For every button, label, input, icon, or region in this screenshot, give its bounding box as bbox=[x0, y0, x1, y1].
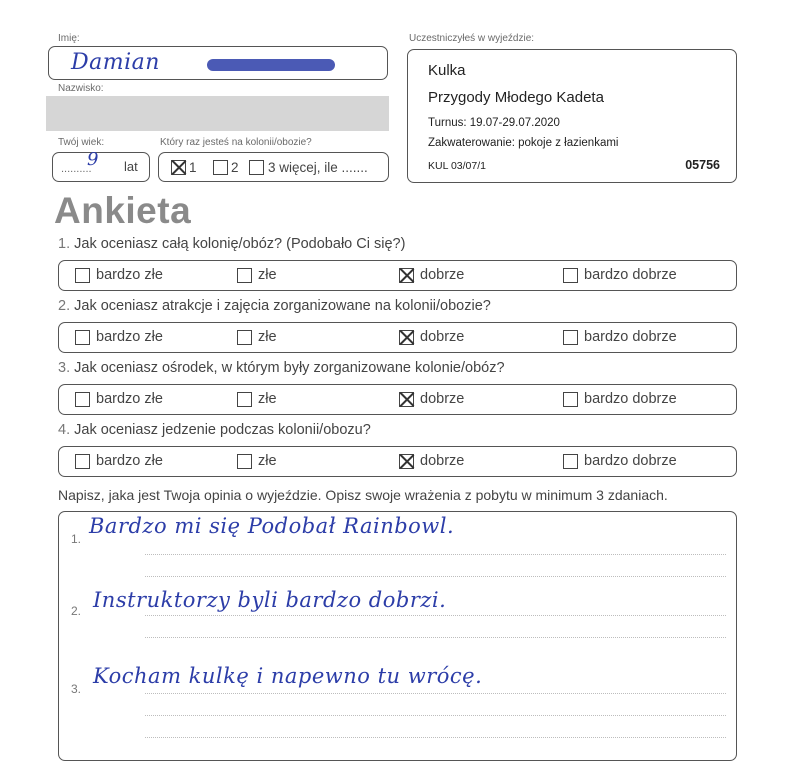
survey-title: Ankieta bbox=[54, 190, 192, 231]
opinion-prompt: Napisz, jaka jest Twoja opinia o wyjeździe. Opisz swoje wrażenia z pobytu w minimum 3 zdaniach. bbox=[58, 487, 668, 503]
trip-accommodation: Zakwaterowanie: pokoje z łazienkami bbox=[428, 137, 619, 149]
answer-line bbox=[145, 615, 726, 616]
age-unit: lat bbox=[124, 159, 138, 174]
checkbox-icon bbox=[563, 392, 578, 407]
q1-option-bardzo-zle[interactable]: bardzo złe bbox=[75, 267, 163, 283]
q1-option-dobrze[interactable]: dobrze bbox=[399, 267, 464, 283]
question-2-options bbox=[58, 322, 737, 353]
checkbox-icon bbox=[237, 392, 252, 407]
age-dots: .......... bbox=[61, 163, 92, 175]
trip-box bbox=[407, 49, 737, 183]
checkbox-icon bbox=[75, 392, 90, 407]
name-field[interactable] bbox=[48, 46, 388, 80]
checkbox-icon bbox=[563, 454, 578, 469]
times-option-3[interactable]: 3 więcej, ile ....... bbox=[249, 160, 368, 175]
name-value: Damian bbox=[71, 50, 160, 75]
checkbox-icon bbox=[75, 330, 90, 345]
checkbox-icon bbox=[249, 160, 264, 175]
checkbox-icon bbox=[563, 330, 578, 345]
answer-number-3: 3. bbox=[71, 682, 82, 696]
trip-title: Przygody Młodego Kadeta bbox=[428, 89, 604, 106]
answer-3: Kocham kulkę i napewno tu wrócę. bbox=[93, 664, 483, 688]
surname-label: Nazwisko: bbox=[58, 83, 104, 94]
answer-2: Instruktorzy byli bardzo dobrzi. bbox=[93, 588, 447, 612]
answer-1: Bardzo mi się Podobał Rainbowl. bbox=[89, 514, 455, 538]
checkbox-icon bbox=[75, 268, 90, 283]
checkbox-icon bbox=[171, 160, 186, 175]
q3-option-bardzo-zle[interactable]: bardzo złe bbox=[75, 391, 163, 407]
question-3-options bbox=[58, 384, 737, 415]
surname-redacted-field bbox=[46, 96, 389, 131]
question-1-options bbox=[58, 260, 737, 291]
scribbled-surname-redaction bbox=[207, 59, 335, 71]
q4-option-dobrze[interactable]: dobrze bbox=[399, 453, 464, 469]
checkbox-icon bbox=[237, 268, 252, 283]
times-option-1[interactable]: 1 bbox=[171, 160, 197, 175]
answer-line bbox=[145, 737, 726, 738]
checkbox-checked-icon bbox=[399, 392, 414, 407]
opinion-answer-box[interactable] bbox=[58, 511, 737, 761]
question-4-options bbox=[58, 446, 737, 477]
trip-label: Uczestniczyłeś w wyjeździe: bbox=[409, 33, 535, 44]
question-4: 4. Jak oceniasz jedzenie podczas kolonii/obozu? bbox=[58, 422, 371, 438]
q4-option-bardzo-dobrze[interactable]: bardzo dobrze bbox=[563, 453, 677, 469]
answer-line bbox=[145, 554, 726, 555]
trip-code: KUL 03/07/1 bbox=[428, 160, 486, 172]
q3-option-dobrze[interactable]: dobrze bbox=[399, 391, 464, 407]
times-label: Który raz jesteś na kolonii/obozie? bbox=[160, 137, 312, 148]
q2-option-dobrze[interactable]: dobrze bbox=[399, 329, 464, 345]
question-3: 3. Jak oceniasz ośrodek, w którym były zorganizowane kolonie/obóz? bbox=[58, 360, 505, 376]
answer-line bbox=[145, 693, 726, 694]
checkbox-icon bbox=[563, 268, 578, 283]
trip-turnus: Turnus: 19.07-29.07.2020 bbox=[428, 117, 560, 129]
q4-option-zle[interactable]: złe bbox=[237, 453, 277, 469]
q1-option-bardzo-dobrze[interactable]: bardzo dobrze bbox=[563, 267, 677, 283]
checkbox-icon bbox=[213, 160, 228, 175]
q2-option-bardzo-zle[interactable]: bardzo złe bbox=[75, 329, 163, 345]
times-option-2[interactable]: 2 bbox=[213, 160, 239, 175]
trip-number: 05756 bbox=[685, 158, 720, 172]
question-2: 2. Jak oceniasz atrakcje i zajęcia zorganizowane na kolonii/obozie? bbox=[58, 298, 491, 314]
question-1: 1. Jak oceniasz całą kolonię/obóz? (Podobało Ci się?) bbox=[58, 236, 406, 252]
name-label: Imię: bbox=[58, 33, 80, 44]
age-value: 9 bbox=[87, 149, 99, 170]
answer-line bbox=[145, 637, 726, 638]
checkbox-checked-icon bbox=[399, 454, 414, 469]
checkbox-icon bbox=[237, 330, 252, 345]
answer-number-2: 2. bbox=[71, 604, 82, 618]
q3-option-bardzo-dobrze[interactable]: bardzo dobrze bbox=[563, 391, 677, 407]
q3-option-zle[interactable]: złe bbox=[237, 391, 277, 407]
checkbox-checked-icon bbox=[399, 330, 414, 345]
q2-option-zle[interactable]: złe bbox=[237, 329, 277, 345]
times-field bbox=[158, 152, 389, 182]
q2-option-bardzo-dobrze[interactable]: bardzo dobrze bbox=[563, 329, 677, 345]
answer-line bbox=[145, 576, 726, 577]
age-field[interactable] bbox=[52, 149, 150, 182]
checkbox-icon bbox=[237, 454, 252, 469]
age-label: Twój wiek: bbox=[58, 137, 105, 148]
trip-name: Kulka bbox=[428, 62, 466, 79]
q4-option-bardzo-zle[interactable]: bardzo złe bbox=[75, 453, 163, 469]
checkbox-icon bbox=[75, 454, 90, 469]
answer-line bbox=[145, 715, 726, 716]
q1-option-zle[interactable]: złe bbox=[237, 267, 277, 283]
answer-number-1: 1. bbox=[71, 532, 82, 546]
checkbox-checked-icon bbox=[399, 268, 414, 283]
